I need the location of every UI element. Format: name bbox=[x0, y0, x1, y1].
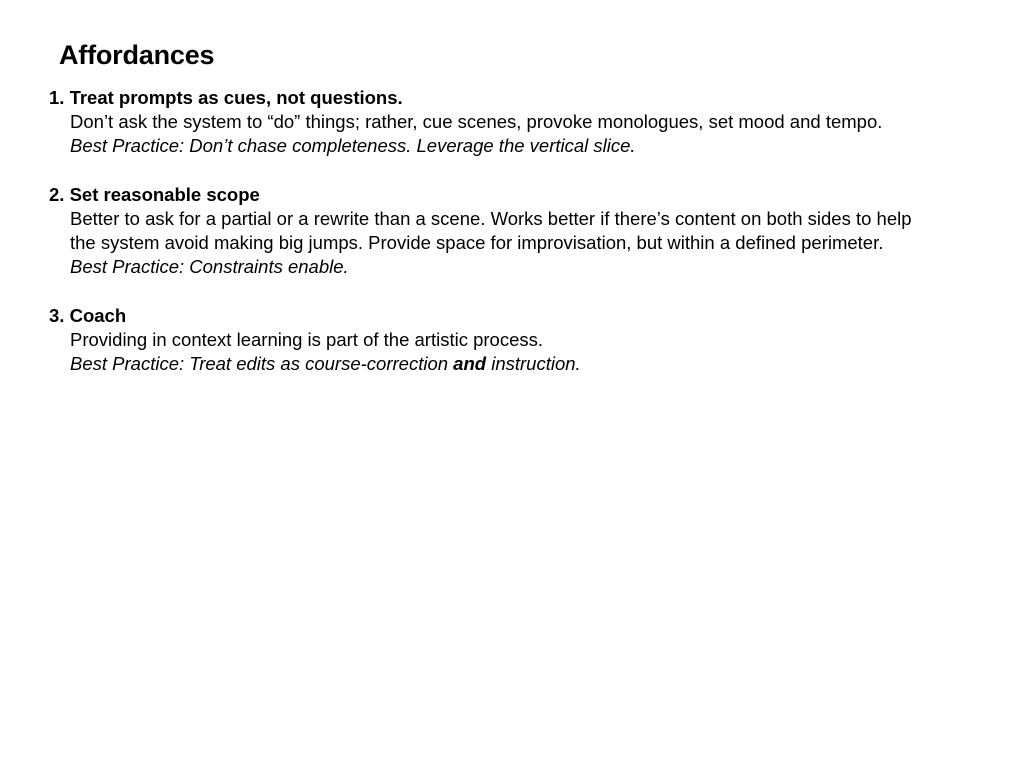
slide-title: Affordances bbox=[59, 40, 215, 70]
item-description: the system avoid making big jumps. Provide space for improvisation, but within a defined perimeter. bbox=[70, 232, 884, 254]
item-heading bbox=[49, 183, 1009, 207]
item-heading bbox=[49, 304, 1009, 328]
item-description: Don’t ask the system to “do” things; rather, cue scenes, provoke monologues, set mood and tempo. bbox=[70, 111, 883, 133]
best-practice-post: instruction. bbox=[486, 353, 581, 375]
item-body bbox=[49, 328, 1009, 376]
item-number: 1. bbox=[49, 87, 65, 108]
best-practice: Best Practice: Don’t chase completeness. Leverage the vertical slice. bbox=[70, 135, 636, 157]
item-heading-text: Coach bbox=[69, 304, 127, 326]
best-practice-pre: Best Practice: Treat edits as course-correction bbox=[70, 353, 454, 375]
item-heading-text: Treat prompts as cues, not questions. bbox=[69, 87, 403, 108]
best-practice: Best Practice: Constraints enable. bbox=[70, 256, 349, 278]
item-heading-text: Set reasonable scope bbox=[69, 183, 260, 205]
item-number: 3. bbox=[49, 304, 65, 326]
item-body bbox=[49, 207, 1009, 280]
affordance-list bbox=[49, 86, 1009, 401]
list-item bbox=[49, 304, 1009, 377]
item-body bbox=[49, 110, 1009, 158]
item-heading bbox=[49, 86, 1009, 110]
best-practice bbox=[70, 352, 1009, 376]
list-item bbox=[49, 183, 1009, 280]
item-number: 2. bbox=[49, 183, 65, 205]
item-description: Better to ask for a partial or a rewrite than a scene. Works better if there’s content on both sides to help bbox=[70, 208, 912, 229]
list-item bbox=[49, 86, 1009, 159]
best-practice-emphasis: and bbox=[453, 353, 487, 375]
item-description: Providing in context learning is part of the artistic process. bbox=[70, 329, 544, 350]
